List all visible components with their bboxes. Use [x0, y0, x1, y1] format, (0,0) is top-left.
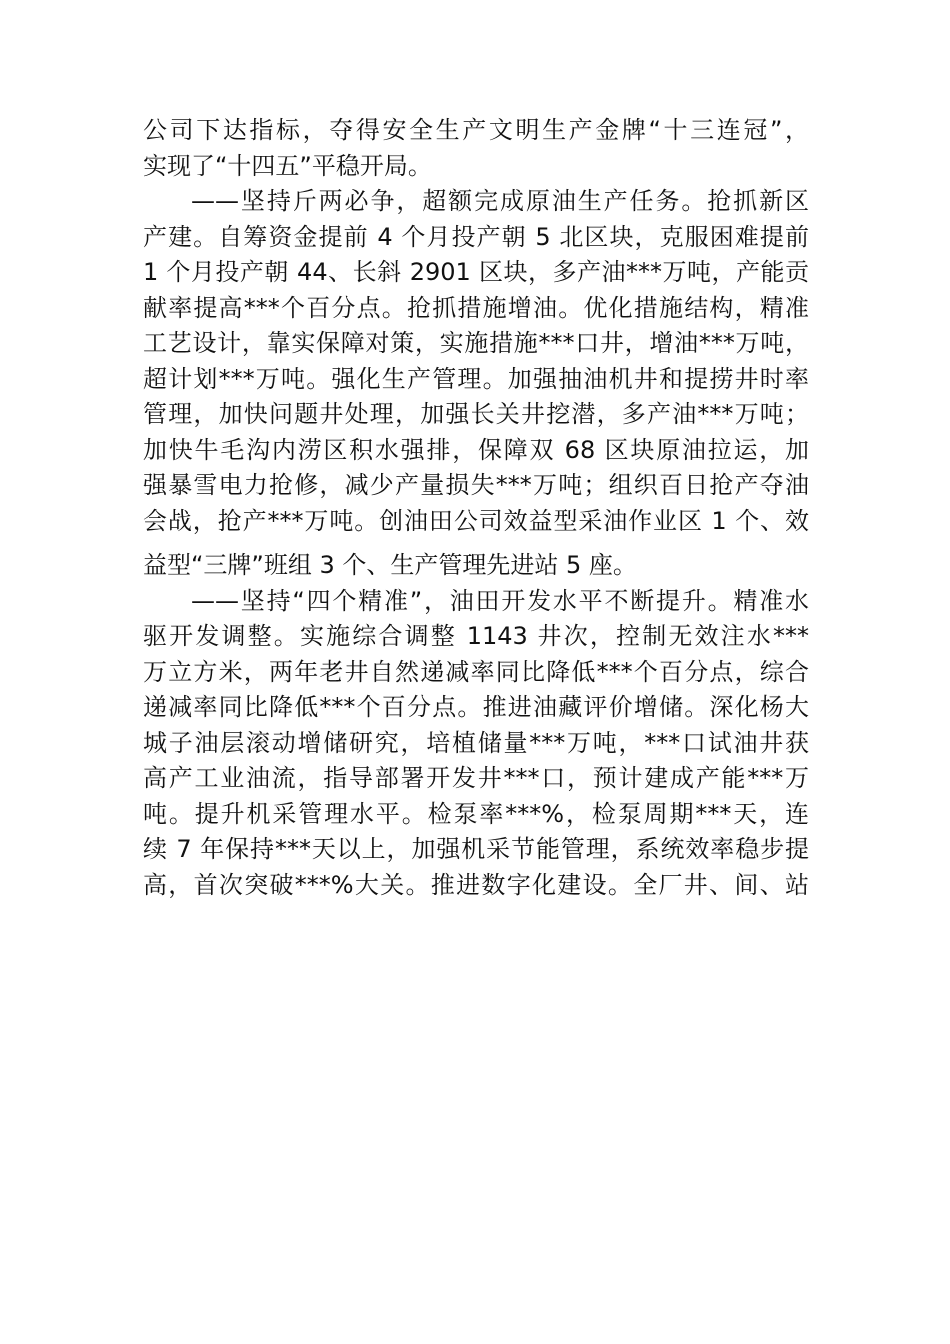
paragraph-line: 强暴雪电力抢修，减少产量损失***万吨；组织百日抢产夺油 [143, 471, 809, 499]
paragraph-line: ——坚持斤两必争，超额完成原油生产任务。抢抓新区 [191, 187, 809, 215]
paragraph-line: 驱开发调整。实施综合调整 1143 井次，控制无效注水*** [143, 622, 809, 650]
paragraph-line: 续 7 年保持***天以上，加强机采节能管理，系统效率稳步提 [143, 835, 809, 863]
paragraph-line: 产建。自筹资金提前 4 个月投产朝 5 北区块，克服困难提前 [143, 222, 809, 251]
paragraph-line: 城子油层滚动增储研究，培植储量***万吨，***口试油井获 [143, 728, 809, 757]
paragraph-line: 高，首次突破***%大关。推进数字化建设。全厂井、间、站 [143, 870, 809, 899]
paragraph-1 [143, 113, 809, 184]
paragraph-line: ——坚持“四个精准”，油田开发水平不断提升。精准水 [191, 586, 809, 615]
paragraph-line: 献率提高***个百分点。抢抓措施增油。优化措施结构，精准 [143, 293, 809, 322]
paragraph-line: 加快牛毛沟内涝区积水强排，保障双 68 区块原油拉运，加 [143, 435, 809, 464]
paragraph-line: 递减率同比降低***个百分点。推进油藏评价增储。深化杨大 [143, 693, 809, 721]
paragraph-line: 万立方米，两年老井自然递减率同比降低***个百分点，综合 [143, 657, 809, 686]
paragraph-line: 吨。提升机采管理水平。检泵率***%，检泵周期***天，连 [143, 799, 809, 828]
paragraph-line: 超计划***万吨。强化生产管理。加强抽油机井和提捞井时率 [143, 364, 809, 393]
paragraph-line: 公司下达指标，夺得安全生产文明生产金牌“十三连冠”， [143, 116, 809, 144]
paragraph-line: 高产工业油流，指导部署开发井***口，预计建成产能***万 [143, 764, 809, 792]
paragraph-line: 管理，加快问题井处理，加强长关井挖潜，多产油***万吨； [143, 400, 809, 428]
line-gap [143, 539, 809, 548]
paragraph-line: 益型“三牌”班组 3 个、生产管理先进站 5 座。 [143, 551, 637, 579]
paragraph-line: 工艺设计，靠实保障对策，实施措施***口井，增油***万吨， [143, 329, 809, 357]
paragraph-2 [143, 184, 809, 584]
paragraph-line: 实现了“十四五”平稳开局。 [143, 151, 432, 180]
paragraph-line: 1 个月投产朝 44、长斜 2901 区块，多产油***万吨，产能贡 [143, 258, 809, 286]
paragraph-line: 会战，抢产***万吨。创油田公司效益型采油作业区 1 个、效 [143, 506, 809, 535]
document-body [143, 113, 809, 903]
paragraph-3 [143, 584, 809, 904]
